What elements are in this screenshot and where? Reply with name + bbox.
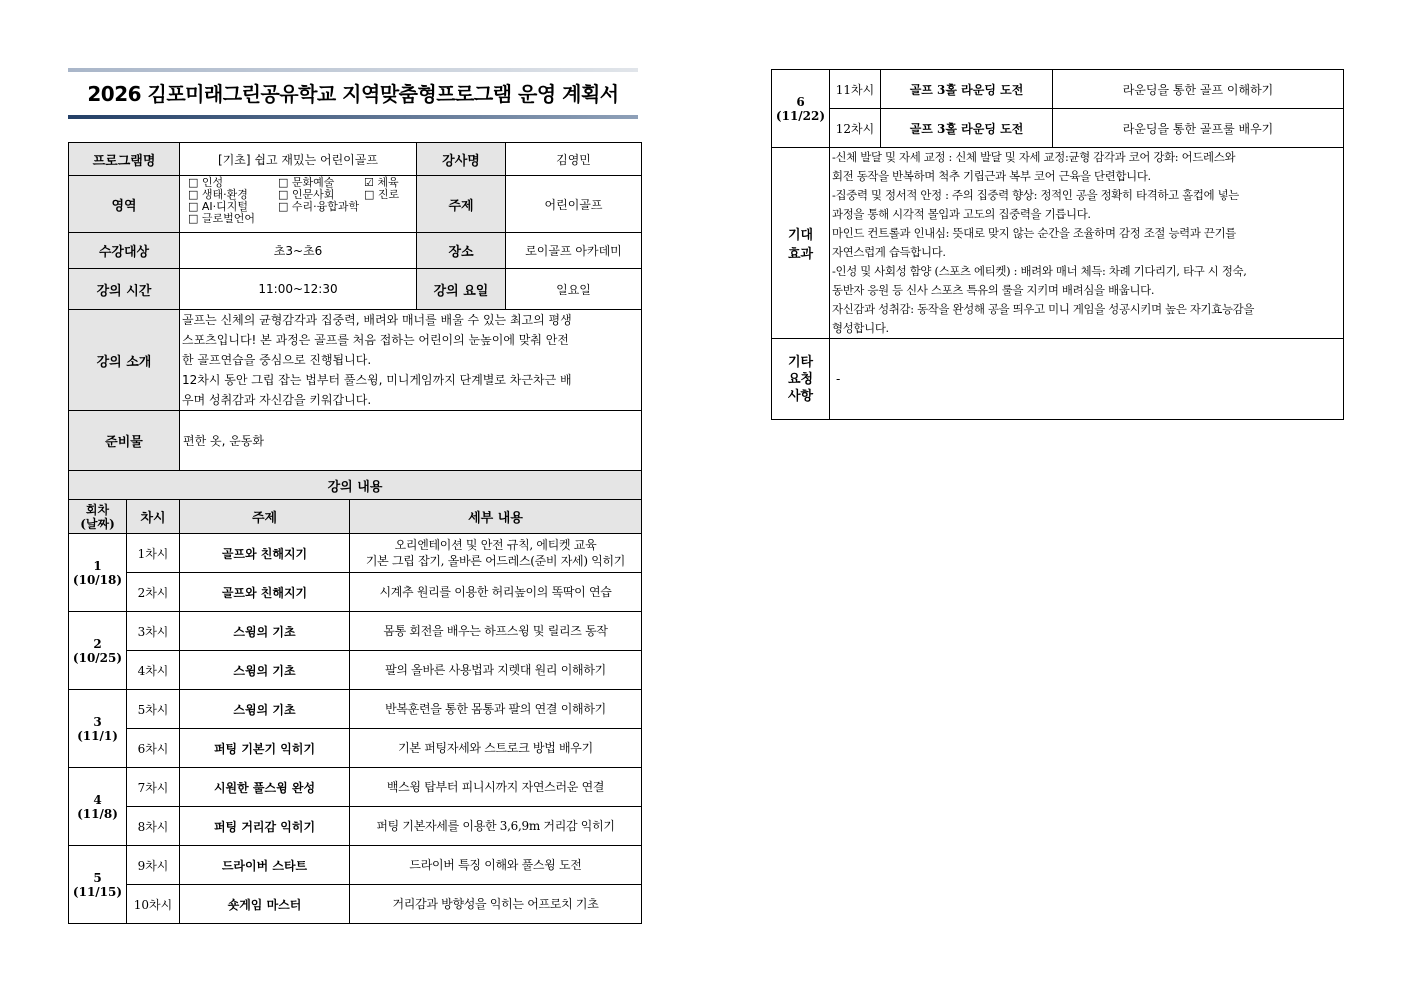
round-number: 2 <box>93 636 102 651</box>
effect-label: 기대 효과 <box>772 148 830 339</box>
day-label: 강의 요일 <box>417 269 506 310</box>
lecture-table <box>68 470 642 924</box>
round-cell <box>69 768 127 846</box>
effect-line: 형성합니다. <box>832 321 889 335</box>
area-checklist <box>180 176 417 233</box>
detail-line: 시계추 원리를 이용한 허리높이의 똑딱이 연습 <box>379 585 612 599</box>
session-topic: 퍼팅 거리감 익히기 <box>180 807 350 846</box>
session-detail <box>350 768 642 807</box>
session-detail <box>350 807 642 846</box>
effect-text <box>830 148 1344 339</box>
detail-11: 라운딩을 통한 골프 이해하기 <box>1053 70 1344 109</box>
session-detail <box>350 690 642 729</box>
session-cell: 9차시 <box>127 846 180 885</box>
area-option: □ AI·디지털 <box>188 200 249 213</box>
session-cell: 1차시 <box>127 534 180 573</box>
title-block <box>68 68 638 119</box>
topic-11: 골프 3홀 라운딩 도전 <box>881 70 1053 109</box>
area-option: □ 인성 <box>188 176 224 189</box>
session-detail <box>350 573 642 612</box>
area-option: ☑ 체육 <box>364 176 399 189</box>
effect-line: 동반자 응원 등 신사 스포츠 특유의 룰을 지키며 배려심을 배웁니다. <box>832 283 1155 297</box>
lecture-row <box>69 846 642 885</box>
col-round-header: 회차 (날짜) <box>69 500 127 534</box>
session-detail <box>350 729 642 768</box>
lecture-row <box>69 768 642 807</box>
detail-line: 퍼팅 기본자세를 이용한 3,6,9m 거리감 익히기 <box>376 819 615 833</box>
round6-date: (11/22) <box>775 108 826 123</box>
lecture-row <box>69 807 642 846</box>
session-detail <box>350 612 642 651</box>
program-name-value: [기초] 쉽고 재밌는 어린이골프 <box>180 143 417 176</box>
area-option: □ 진로 <box>364 188 400 201</box>
detail-line: 팔의 올바른 사용법과 지렛대 원리 이해하기 <box>385 663 606 677</box>
instructor-value: 김영민 <box>506 143 642 176</box>
round-cell <box>69 690 127 768</box>
program-name-label: 프로그램명 <box>69 143 180 176</box>
session-cell: 10차시 <box>127 885 180 924</box>
program-info-table <box>68 142 642 471</box>
lecture-body <box>69 534 642 924</box>
session-cell: 7차시 <box>127 768 180 807</box>
round-cell <box>69 534 127 612</box>
session-detail <box>350 651 642 690</box>
round-cell <box>69 846 127 924</box>
lecture-row <box>69 573 642 612</box>
detail-line: 몸통 회전을 배우는 하프스윙 및 릴리즈 동작 <box>383 624 608 638</box>
topic-12: 골프 3홀 라운딩 도전 <box>881 109 1053 148</box>
lecture-row <box>69 729 642 768</box>
round-date: (10/25) <box>72 650 123 665</box>
time-value: 11:00~12:30 <box>180 269 417 310</box>
round6-number: 6 <box>796 94 805 109</box>
area-option: □ 수리·융합과학 <box>278 200 360 213</box>
effect-line: -집중력 및 정서적 안정 : 주의 집중력 향상: 정적인 공을 정확히 타격하고 홀컵에 넣는 <box>832 188 1240 202</box>
lecture-row <box>69 885 642 924</box>
effect-line: -신체 발달 및 자세 교정 : 신체 발달 및 자세 교정:균형 감각과 코어 강화: 어드레스와 <box>832 150 1236 164</box>
effect-line: 회전 동작을 반복하며 척추 기립근과 복부 코어 근육을 단련합니다. <box>832 169 1151 183</box>
target-label: 수강대상 <box>69 233 180 269</box>
intro-line: 골프는 신체의 균형감각과 집중력, 배려와 매너를 배울 수 있는 최고의 평생 <box>182 313 572 327</box>
area-option: □ 인문사회 <box>278 188 335 201</box>
time-label: 강의 시간 <box>69 269 180 310</box>
area-option: □ 생태·환경 <box>188 188 248 201</box>
round-number: 3 <box>93 714 102 729</box>
intro-line: 우며 성취감과 자신감을 키워갑니다. <box>182 393 372 407</box>
prep-value: 편한 옷, 운동화 <box>180 411 642 471</box>
topic-value: 어린이골프 <box>506 176 642 233</box>
detail-line: 기본 그립 잡기, 올바른 어드레스(준비 자세) 익히기 <box>365 554 626 568</box>
place-label: 장소 <box>417 233 506 269</box>
round-number: 1 <box>93 558 102 573</box>
round-number: 5 <box>93 870 102 885</box>
round-date: (11/15) <box>72 884 123 899</box>
round-number: 4 <box>93 792 102 807</box>
session-11: 11차시 <box>830 70 881 109</box>
session-cell: 5차시 <box>127 690 180 729</box>
session-cell: 8차시 <box>127 807 180 846</box>
area-option: □ 글로벌언어 <box>188 212 256 225</box>
session-topic: 스윙의 기초 <box>180 612 350 651</box>
right-table <box>771 69 1344 420</box>
session-cell: 2차시 <box>127 573 180 612</box>
other-value: - <box>830 339 1344 420</box>
session-detail <box>350 885 642 924</box>
lecture-row <box>69 651 642 690</box>
effect-line: 과정을 통해 시각적 몰입과 고도의 집중력을 기릅니다. <box>832 207 1091 221</box>
session-12: 12차시 <box>830 109 881 148</box>
col-topic-header: 주제 <box>180 500 350 534</box>
intro-line: 스포츠입니다! 본 과정은 골프를 처음 접하는 어린이의 눈높이에 맞춰 안전 <box>182 333 569 347</box>
session-topic: 퍼팅 기본기 익히기 <box>180 729 350 768</box>
round-cell <box>69 612 127 690</box>
detail-12: 라운딩을 통한 골프룰 배우기 <box>1053 109 1344 148</box>
detail-line: 기본 퍼팅자세와 스트로크 방법 배우기 <box>398 741 593 755</box>
lecture-row <box>69 690 642 729</box>
effect-line: 자연스럽게 습득합니다. <box>832 245 946 259</box>
session-topic: 골프와 친해지기 <box>180 573 350 612</box>
session-topic: 스윙의 기초 <box>180 651 350 690</box>
page-title: 2026 김포미래그린공유학교 지역맞춤형프로그램 운영 계획서 <box>87 82 619 106</box>
detail-line: 드라이버 특징 이해와 풀스윙 도전 <box>409 858 582 872</box>
lecture-row <box>69 534 642 573</box>
intro-line: 한 골프연습을 중심으로 진행됩니다. <box>182 353 372 367</box>
title-top-rule <box>68 68 638 72</box>
effect-line: -인성 및 사회성 함양 (스포츠 에티켓) : 배려와 매너 체득: 차례 기다리기, 타구 시 정숙, <box>832 264 1247 278</box>
session-topic: 골프와 친해지기 <box>180 534 350 573</box>
col-session-header: 차시 <box>127 500 180 534</box>
session-cell: 3차시 <box>127 612 180 651</box>
title-bottom-rule <box>68 115 638 119</box>
session-cell: 4차시 <box>127 651 180 690</box>
other-label: 기타 요청 사항 <box>772 339 830 420</box>
round-date: (10/18) <box>72 572 123 587</box>
topic-label: 주제 <box>417 176 506 233</box>
session-cell: 6차시 <box>127 729 180 768</box>
round-date: (11/8) <box>77 806 118 821</box>
effect-line: 자신감과 성취감: 동작을 완성해 공을 띄우고 미니 게임을 성공시키며 높은 자기효능감을 <box>832 302 1255 316</box>
intro-label: 강의 소개 <box>69 310 180 411</box>
col-detail-header: 세부 내용 <box>350 500 642 534</box>
prep-label: 준비물 <box>69 411 180 471</box>
intro-line: 12차시 동안 그립 잡는 법부터 풀스윙, 미니게임까지 단계별로 차근차근 배 <box>182 373 572 387</box>
session-topic: 드라이버 스타트 <box>180 846 350 885</box>
session-topic: 시원한 풀스윙 완성 <box>180 768 350 807</box>
detail-line: 오리엔테이션 및 안전 규칙, 에티켓 교육 <box>394 538 597 552</box>
round6-cell <box>772 70 830 148</box>
area-label: 영역 <box>69 176 180 233</box>
session-detail <box>350 534 642 573</box>
session-topic: 숏게임 마스터 <box>180 885 350 924</box>
area-row <box>188 213 408 225</box>
target-value: 초3~초6 <box>180 233 417 269</box>
intro-text <box>180 310 642 411</box>
detail-line: 백스윙 탑부터 피니시까지 자연스러운 연결 <box>386 780 605 794</box>
instructor-label: 강사명 <box>417 143 506 176</box>
detail-line: 반복훈련을 통한 몸통과 팔의 연결 이해하기 <box>385 702 606 716</box>
lecture-header: 강의 내용 <box>69 471 642 500</box>
round-date: (11/1) <box>77 728 118 743</box>
day-value: 일요일 <box>506 269 642 310</box>
place-value: 로이골프 아카데미 <box>506 233 642 269</box>
detail-line: 거리감과 방향성을 익히는 어프로치 기초 <box>392 897 599 911</box>
effect-line: 마인드 컨트롤과 인내심: 뜻대로 맞지 않는 순간을 조율하며 감정 조절 능력과 끈기를 <box>832 226 1236 240</box>
session-topic: 스윙의 기초 <box>180 690 350 729</box>
area-option: □ 문화예술 <box>278 176 335 189</box>
session-detail <box>350 846 642 885</box>
lecture-row <box>69 612 642 651</box>
